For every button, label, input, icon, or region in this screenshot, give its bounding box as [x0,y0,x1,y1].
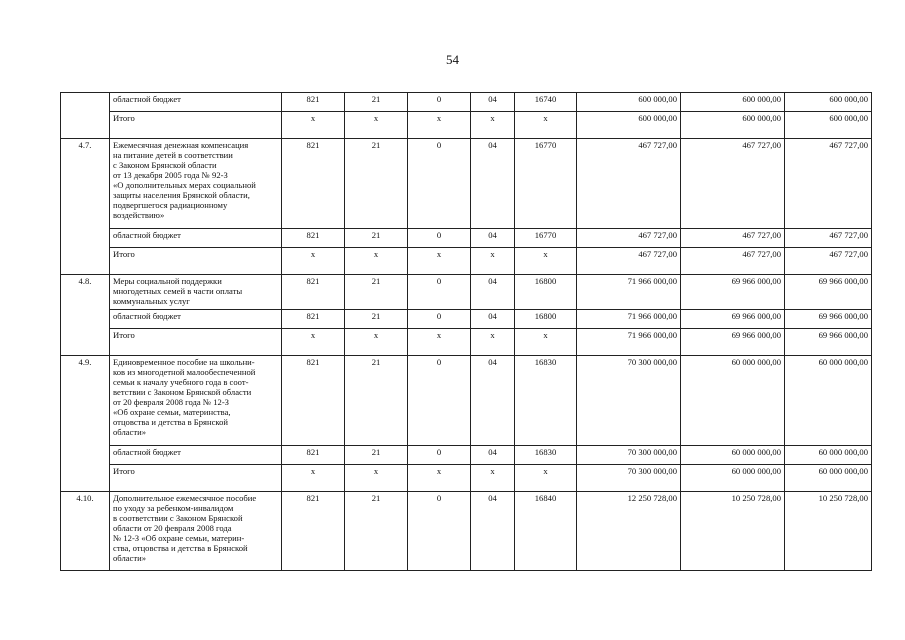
table-row-budget [61,310,872,329]
amount-year-1: 71 966 000,00 [577,310,681,329]
code-direction: 16830 [515,356,577,446]
code-ministry: 821 [282,492,345,571]
code-section: х [345,465,408,492]
code-program: 04 [471,356,515,446]
table-row-budget [61,93,872,112]
amount-year-2: 60 000 000,00 [681,446,785,465]
code-subsection: 0 [408,275,471,310]
code-subsection: х [408,465,471,492]
row-number: 4.7. [61,139,110,275]
amount-year-1: 600 000,00 [577,112,681,139]
code-program: 04 [471,139,515,229]
code-direction: 16770 [515,229,577,248]
code-program: х [471,248,515,275]
code-section: 21 [345,93,408,112]
amount-year-2: 467 727,00 [681,248,785,275]
code-section: 21 [345,310,408,329]
code-subsection: х [408,248,471,275]
row-description: Итого [110,248,282,275]
row-number: 4.10. [61,492,110,571]
code-direction: х [515,465,577,492]
row-description: областной бюджет [110,229,282,248]
amount-year-2: 467 727,00 [681,139,785,229]
code-program: 04 [471,310,515,329]
row-description: Ежемесячная денежная компенсация на питание детей в соответствии с Законом Брянской области от 13 декабря 2005 года № 92-З «О дополнительных мерах социальной защиты населения Брянской области, подвергшегося радиационному воздействию» [110,139,282,229]
code-program: 04 [471,275,515,310]
code-program: х [471,329,515,356]
amount-year-2: 60 000 000,00 [681,465,785,492]
code-ministry: х [282,248,345,275]
code-section: 21 [345,139,408,229]
code-ministry: х [282,329,345,356]
budget-table-body [61,93,872,571]
table-row-total [61,329,872,356]
amount-year-3: 69 966 000,00 [785,329,872,356]
amount-year-2: 600 000,00 [681,112,785,139]
table-row-main [61,492,872,571]
table-row-main [61,275,872,310]
code-section: 21 [345,446,408,465]
code-direction: х [515,112,577,139]
code-section: х [345,248,408,275]
code-program: 04 [471,492,515,571]
code-subsection: 0 [408,446,471,465]
code-subsection: 0 [408,139,471,229]
code-ministry: х [282,465,345,492]
amount-year-1: 71 966 000,00 [577,329,681,356]
table-row-total [61,465,872,492]
amount-year-3: 467 727,00 [785,248,872,275]
row-description: областной бюджет [110,310,282,329]
code-ministry: 821 [282,229,345,248]
code-program: 04 [471,229,515,248]
table-row-main [61,139,872,229]
amount-year-3: 60 000 000,00 [785,356,872,446]
code-ministry: 821 [282,310,345,329]
code-program: 04 [471,446,515,465]
page-number: 54 [446,52,459,67]
row-description: Итого [110,329,282,356]
code-direction: 16740 [515,93,577,112]
code-subsection: 0 [408,356,471,446]
row-description: Итого [110,112,282,139]
code-ministry: 821 [282,139,345,229]
row-description: Единовременное пособие на школьни- ков из многодетной малообеспеченной семьи к началу учебного года в соот- ветствии с Законом Брянской области от 20 февраля 2008 года № 12-З «Об охране семьи, материнства, отцовства и детства в Брянской области» [110,356,282,446]
code-ministry: 821 [282,93,345,112]
code-ministry: х [282,112,345,139]
amount-year-2: 69 966 000,00 [681,275,785,310]
amount-year-2: 600 000,00 [681,93,785,112]
code-program: 04 [471,93,515,112]
code-program: х [471,112,515,139]
code-ministry: 821 [282,446,345,465]
code-direction: х [515,248,577,275]
code-subsection: х [408,329,471,356]
code-direction: х [515,329,577,356]
code-subsection: х [408,112,471,139]
code-subsection: 0 [408,492,471,571]
amount-year-1: 70 300 000,00 [577,356,681,446]
code-subsection: 0 [408,310,471,329]
table-row-total [61,248,872,275]
row-description: областной бюджет [110,446,282,465]
code-program: х [471,465,515,492]
table-row-budget [61,446,872,465]
table-row-total [61,112,872,139]
amount-year-3: 600 000,00 [785,112,872,139]
code-subsection: 0 [408,93,471,112]
row-description: Меры социальной поддержки многодетных семей в части оплаты коммунальных услуг [110,275,282,310]
code-direction: 16800 [515,310,577,329]
amount-year-2: 69 966 000,00 [681,329,785,356]
amount-year-2: 60 000 000,00 [681,356,785,446]
amount-year-3: 10 250 728,00 [785,492,872,571]
table-row-budget [61,229,872,248]
code-section: х [345,329,408,356]
amount-year-1: 71 966 000,00 [577,275,681,310]
amount-year-3: 600 000,00 [785,93,872,112]
row-description: Итого [110,465,282,492]
amount-year-1: 467 727,00 [577,248,681,275]
code-section: х [345,112,408,139]
row-number-cell [61,93,110,139]
amount-year-1: 600 000,00 [577,93,681,112]
row-description: Дополнительное ежемесячное пособие по уходу за ребенком-инвалидом в соответствии с Законом Брянской области от 20 февраля 2008 года № 12-З «Об охране семьи, материн- ства, отцовства и детства в Брянской области» [110,492,282,571]
row-description: областной бюджет [110,93,282,112]
row-number: 4.9. [61,356,110,492]
row-number: 4.8. [61,275,110,356]
code-ministry: 821 [282,275,345,310]
amount-year-1: 467 727,00 [577,139,681,229]
amount-year-3: 69 966 000,00 [785,310,872,329]
amount-year-2: 69 966 000,00 [681,310,785,329]
amount-year-3: 69 966 000,00 [785,275,872,310]
code-direction: 16770 [515,139,577,229]
amount-year-3: 467 727,00 [785,139,872,229]
amount-year-1: 70 300 000,00 [577,465,681,492]
amount-year-3: 467 727,00 [785,229,872,248]
amount-year-2: 10 250 728,00 [681,492,785,571]
code-direction: 16830 [515,446,577,465]
code-section: 21 [345,492,408,571]
code-ministry: 821 [282,356,345,446]
amount-year-1: 70 300 000,00 [577,446,681,465]
code-section: 21 [345,229,408,248]
amount-year-3: 60 000 000,00 [785,465,872,492]
code-direction: 16840 [515,492,577,571]
amount-year-3: 60 000 000,00 [785,446,872,465]
table-row-main [61,356,872,446]
amount-year-1: 12 250 728,00 [577,492,681,571]
code-section: 21 [345,356,408,446]
code-direction: 16800 [515,275,577,310]
amount-year-2: 467 727,00 [681,229,785,248]
code-section: 21 [345,275,408,310]
amount-year-1: 467 727,00 [577,229,681,248]
code-subsection: 0 [408,229,471,248]
budget-table [60,92,872,571]
